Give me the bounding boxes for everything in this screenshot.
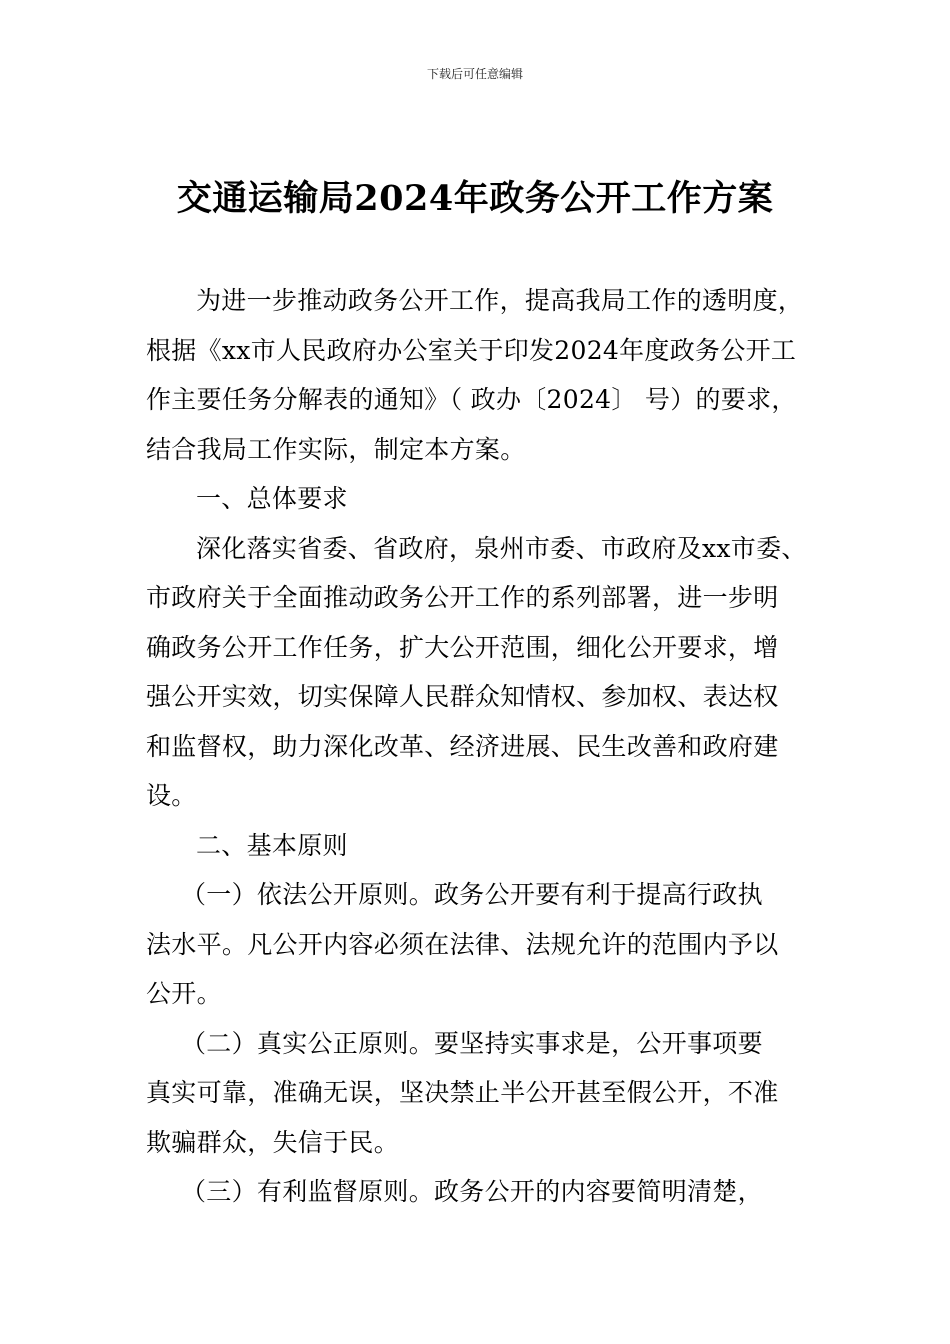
body-line: 深化落实省委、省政府，泉州市委、市政府及xx市委、 (196, 533, 807, 563)
body-line: （一）依法公开原则。政务公开要有利于提高行政执 (181, 880, 763, 909)
body-line: （三）有利监督原则。政务公开的内容要简明清楚， (181, 1177, 763, 1206)
body-line: 为进一步推动政务公开工作，提高我局工作的透明度， (196, 286, 804, 315)
body-line: 市政府关于全面推动政务公开工作的系列部署，进一步明 (146, 583, 779, 612)
document-title: 交通运输局2024年政务公开工作方案 (176, 178, 774, 219)
body-line: 欺骗群众，失信于民。 (146, 1127, 400, 1157)
body-line: 和监督权，助力深化改革、经济进展、民生改善和政府建 (146, 731, 779, 761)
body-line: 真实可靠，准确无误，坚决禁止半公开甚至假公开，不准 (146, 1078, 779, 1107)
body-line: 作主要任务分解表的通知》（ 政办〔2024〕 号）的要求， (146, 385, 797, 414)
body-line: 根据《xx市人民政府办公室关于印发2024年度政务公开工 (146, 335, 797, 365)
section-heading: 一、总体要求 (196, 484, 348, 513)
section-heading: 二、基本原则 (196, 830, 348, 860)
body-line: 确政务公开工作任务，扩大公开范围，细化公开要求，增 (146, 632, 779, 662)
body-line: 强公开实效，切实保障人民群众知情权、参加权、表达权 (146, 682, 779, 711)
document-body (146, 276, 816, 1217)
body-line: 法水平。凡公开内容必须在法律、法规允许的范围内予以 (146, 929, 779, 959)
header-note: 下载后可任意编辑 (426, 67, 523, 81)
body-line: （二）真实公正原则。要坚持实事求是，公开事项要 (181, 1028, 763, 1058)
body-line: 公开。 (146, 979, 222, 1008)
body-line: 设。 (146, 781, 197, 810)
body-line: 结合我局工作实际，制定本方案。 (146, 434, 526, 464)
